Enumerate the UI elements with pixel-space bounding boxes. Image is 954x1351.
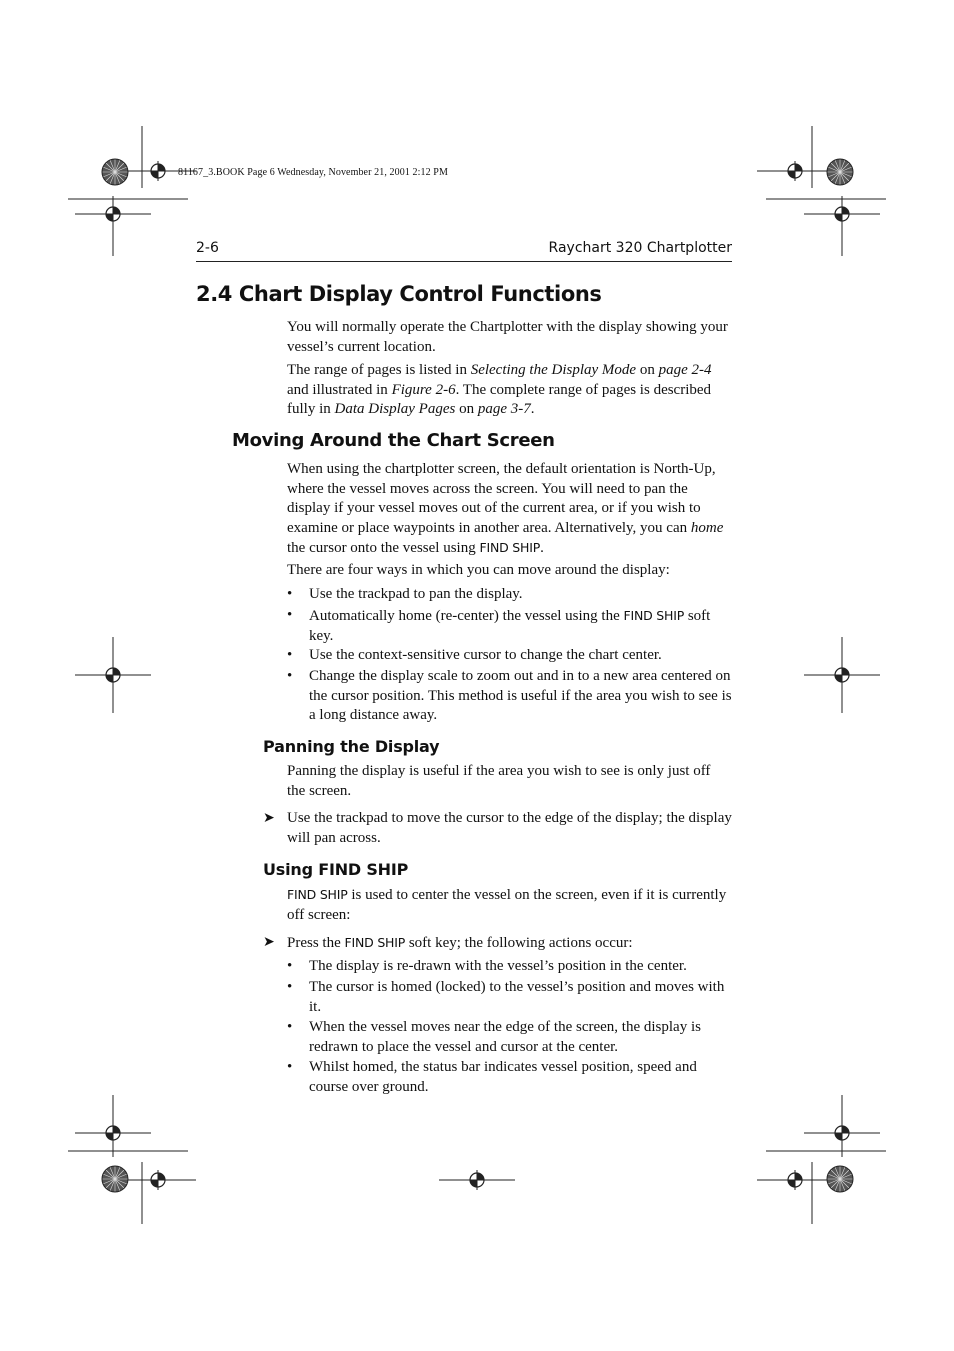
cross-reference-title: Data Display Pages	[334, 401, 456, 417]
text: Automatically home (re-center) the vessel using the	[309, 608, 624, 624]
list-item	[287, 606, 732, 646]
subsection-heading-find-ship: Using FIND SHIP	[263, 860, 409, 879]
bullet-icon: •	[287, 586, 293, 602]
list-item	[287, 585, 732, 605]
text: .	[540, 540, 544, 556]
text: the cursor onto the vessel using	[287, 540, 480, 556]
step-arrow-icon: ➤	[263, 935, 275, 950]
text: .	[530, 401, 535, 417]
text: Press the	[287, 935, 345, 951]
bullet-icon: •	[287, 958, 293, 974]
bullet-icon: •	[287, 1059, 293, 1075]
header-rule	[196, 261, 732, 262]
intro-paragraph-1: You will normally operate the Chartplotter with the display showing your vessel’s current location.	[287, 319, 728, 355]
section-title: 2.4 Chart Display Control Functions	[196, 282, 602, 306]
list-item-text	[309, 606, 732, 646]
bullet-icon: •	[287, 979, 293, 995]
page-reference-link[interactable]: page 3-7	[477, 401, 531, 417]
bullet-icon: •	[287, 647, 293, 663]
moving-paragraph-1	[287, 460, 732, 559]
intro-paragraph-2	[287, 361, 732, 420]
subsection-heading-moving: Moving Around the Chart Screen	[232, 430, 555, 451]
procedure-step	[263, 933, 732, 953]
figure-reference-link[interactable]: Figure 2-6	[391, 381, 456, 398]
print-slug: 81167_3.BOOK Page 6 Wednesday, November 21, 2001 2:12 PM	[178, 167, 448, 178]
soft-key-name: FIND SHIP	[287, 887, 348, 902]
procedure-step	[263, 809, 732, 849]
list-item	[287, 978, 732, 1018]
page-number: 2-6	[196, 240, 219, 256]
list-item	[287, 957, 732, 977]
list-item-text: Use the trackpad to pan the display.	[309, 586, 523, 602]
list-item	[287, 1058, 732, 1098]
list-item-text: When the vessel moves near the edge of the screen, the display is redrawn to place the vessel and cursor at the center.	[309, 1019, 701, 1055]
subsection-heading-panning: Panning the Display	[263, 737, 440, 756]
list-item	[287, 1018, 732, 1058]
list-item	[287, 646, 732, 666]
list-item-text: Change the display scale to zoom out and in to a new area centered on the cursor position. This method is useful if the area you wish to see is a long distance away.	[309, 668, 732, 723]
list-item-text: Whilst homed, the status bar indicates vessel position, speed and course over ground.	[309, 1059, 697, 1095]
text: and illustrated in	[287, 381, 392, 398]
step-arrow-icon: ➤	[263, 811, 275, 826]
running-header-title: Raychart 320 Chartplotter	[548, 240, 732, 256]
list-item-text: The display is re-drawn with the vessel’s position in the center.	[309, 958, 687, 974]
text: The range of pages is listed in	[287, 362, 471, 378]
page-reference-link[interactable]: page 2-4	[658, 362, 712, 378]
text: on	[455, 401, 478, 417]
step-text: Use the trackpad to move the cursor to the edge of the display; the display will pan across.	[287, 810, 732, 846]
list-item	[287, 667, 732, 727]
find-ship-paragraph	[287, 885, 732, 925]
text: . The complete range of pages is described fully in	[287, 381, 712, 417]
list-item-text: The cursor is homed (locked) to the vessel’s position and moves with it.	[309, 979, 725, 1015]
cross-reference-title: Selecting the Display Mode	[470, 362, 637, 378]
step-text	[287, 933, 732, 954]
panning-paragraph: Panning the display is useful if the area you wish to see is only just off the screen.	[287, 763, 711, 799]
soft-key-name: FIND SHIP	[344, 935, 406, 950]
bullet-icon: •	[287, 668, 293, 684]
list-item-text: Use the context-sensitive cursor to change the chart center.	[309, 647, 662, 663]
soft-key-name: FIND SHIP	[623, 608, 685, 623]
emphasis: home	[690, 519, 724, 536]
text: soft key.	[309, 608, 711, 644]
text: on	[636, 362, 659, 378]
soft-key-name: FIND SHIP	[479, 540, 541, 555]
moving-paragraph-2: There are four ways in which you can move around the display:	[287, 562, 670, 578]
bullet-icon: •	[287, 1019, 293, 1035]
text: is used to center the vessel on the screen, even if it is currently off screen:	[287, 887, 727, 923]
bullet-icon: •	[287, 607, 293, 623]
text: soft key; the following actions occur:	[405, 935, 633, 951]
text: When using the chartplotter screen, the default orientation is North-Up, where the vessel moves across the screen. You will need to pan the display if your vessel moves out of the current area, or if you wish to examine or place waypoints in another area. Alternatively, you can	[287, 461, 716, 536]
